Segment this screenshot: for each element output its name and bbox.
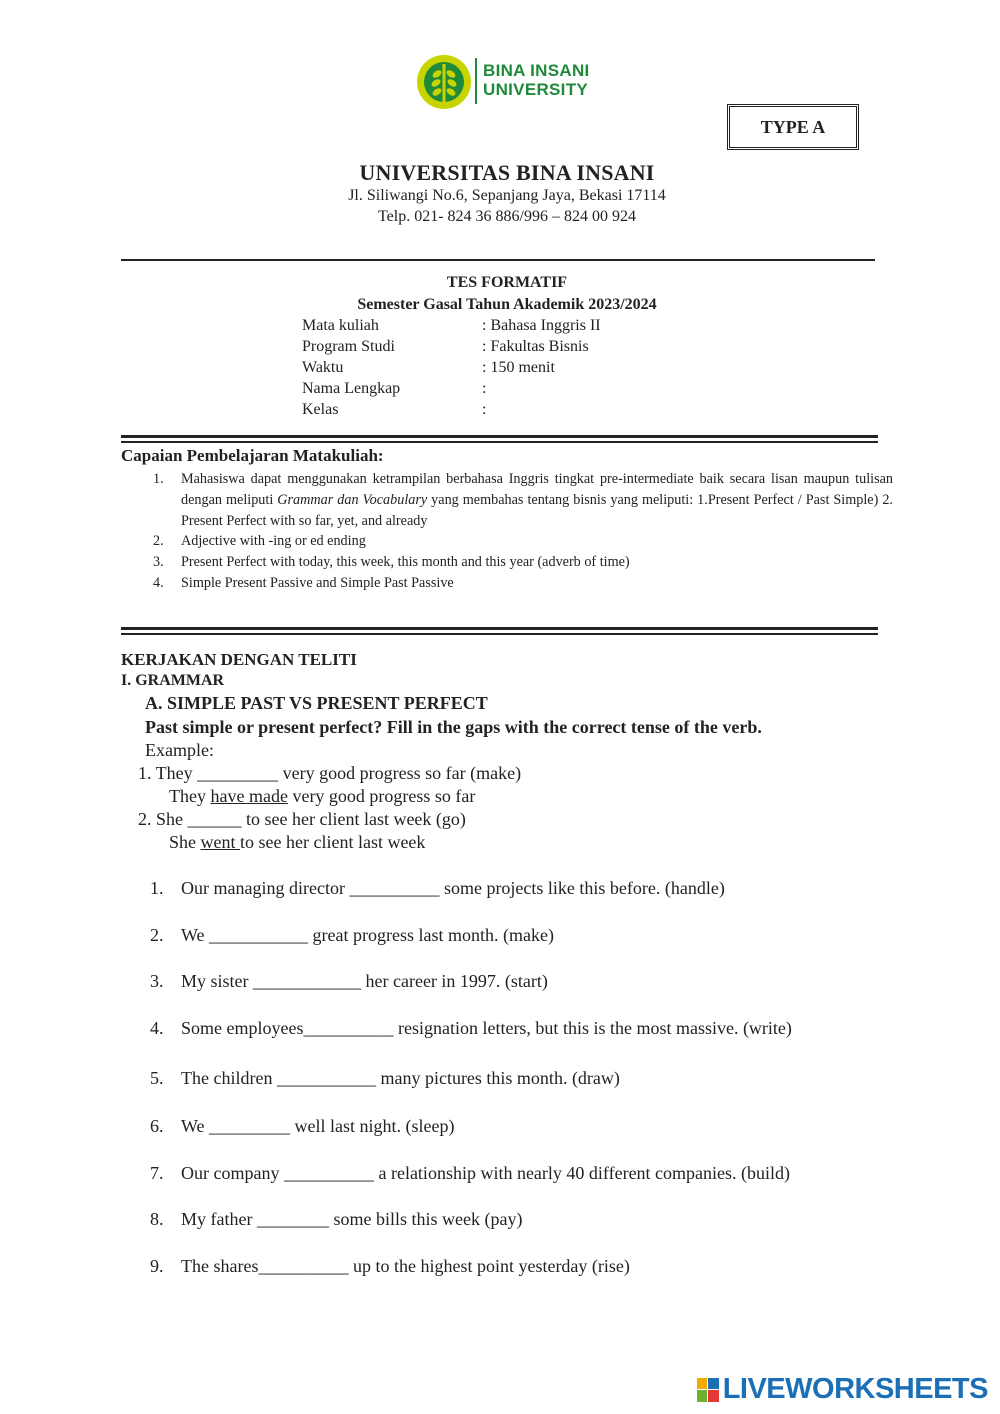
logo-line-1: BINA INSANI (483, 61, 590, 80)
answer-text: She (169, 832, 201, 852)
question-item[interactable] (150, 1209, 522, 1230)
list-item-text: Present Perfect with today, this week, this month and this year (adverb of time) (181, 554, 630, 571)
university-logo (415, 52, 610, 114)
semester-title: Semester Gasal Tahun Akademik 2023/2024 (357, 296, 657, 313)
info-value: : (482, 380, 487, 397)
question-number: 4. (150, 1018, 164, 1038)
logo-divider (475, 58, 477, 104)
info-value: : 150 menit (482, 359, 555, 376)
question-number: 7. (150, 1163, 164, 1183)
info-value: : Bahasa Inggris II (482, 317, 601, 334)
list-item (121, 573, 893, 594)
header-divider (121, 259, 875, 261)
type-label: TYPE A (727, 104, 859, 150)
question-text: We ___________ great progress last month. (make) (181, 925, 554, 945)
question-item[interactable] (150, 878, 725, 899)
capaian-list (121, 469, 893, 594)
info-value: : Fakultas Bisnis (482, 338, 589, 355)
info-key: Program Studi (302, 338, 395, 355)
list-item-text: Adjective with -ing or ed ending (181, 533, 366, 550)
question-text: My sister ____________ her career in 1997. (start) (181, 971, 548, 991)
question-text: Some employees__________ resignation letters, but this is the most massive. (write) (181, 1018, 792, 1038)
question-item[interactable] (150, 971, 548, 992)
logo-wordmark (483, 61, 590, 99)
question-text: Our managing director __________ some projects like this before. (handle) (181, 878, 725, 898)
example-label: Example: (145, 740, 214, 760)
answer-underlined: have made (210, 786, 288, 806)
liveworksheets-logo-icon (697, 1378, 719, 1402)
question-item[interactable] (150, 1068, 620, 1089)
watermark-text: LIVEWORKSHEETS (722, 1373, 988, 1405)
question-number: 9. (150, 1256, 164, 1276)
list-item (121, 552, 893, 573)
answer-underlined: went (200, 832, 240, 852)
question-number: 6. (150, 1116, 164, 1136)
question-number: 1. (150, 878, 164, 898)
university-address: Jl. Siliwangi No.6, Sepanjang Jaya, Bekasi 17114 (348, 187, 666, 204)
info-key: Nama Lengkap (302, 380, 401, 397)
list-item (121, 469, 893, 531)
list-item-number: 3. (153, 554, 164, 571)
list-item-text: yang membahas tentang bisnis yang meliputi: 1.Present Perfect / Past Simple) 2. Present Perfect with so far, yet, and already (181, 491, 893, 529)
list-item-italic: Grammar dan Vocabulary (277, 491, 428, 508)
question-text: My father ________ some bills this week (pay) (181, 1209, 523, 1229)
example-answer (169, 786, 475, 807)
wheat-emblem-icon (415, 52, 473, 114)
answer-text: They (169, 786, 211, 806)
question-item[interactable] (150, 1163, 790, 1184)
example-question: 1. They _________ very good progress so far (make) (138, 763, 522, 783)
question-number: 3. (150, 971, 164, 991)
question-text: The children ___________ many pictures this month. (draw) (181, 1068, 620, 1088)
question-text: The shares__________ up to the highest point yesterday (rise) (181, 1256, 630, 1276)
question-number: 5. (150, 1068, 164, 1088)
university-name: UNIVERSITAS BINA INSANI (359, 160, 655, 185)
capaian-heading: Capaian Pembelajaran Matakuliah: (121, 446, 384, 465)
question-item[interactable] (150, 1018, 792, 1039)
question-item[interactable] (150, 1116, 455, 1137)
task-instruction: Past simple or present perfect? Fill in the gaps with the correct tense of the verb. (145, 717, 762, 737)
example-question: 2. She ______ to see her client last week (go) (138, 809, 466, 829)
subsection-title: A. SIMPLE PAST VS PRESENT PERFECT (145, 693, 488, 713)
list-item (121, 531, 893, 552)
list-item-text: Mahasiswa dapat menggunakan ketrampilan berbahasa Inggris tingkat pre-intermediate baik secara lisan maupun tulisan dengan meliputi (181, 471, 893, 508)
instructions-title: KERJAKAN DENGAN TELITI (121, 650, 357, 669)
test-title: TES FORMATIF (446, 274, 568, 291)
info-key: Mata kuliah (302, 317, 379, 334)
section-title: I. GRAMMAR (121, 672, 225, 689)
list-item-number: 4. (153, 574, 164, 591)
info-value: : (482, 401, 487, 418)
question-number: 2. (150, 925, 164, 945)
example-answer (169, 832, 425, 853)
info-key: Kelas (302, 401, 339, 418)
liveworksheets-watermark (697, 1373, 988, 1406)
list-item-number: 2. (153, 533, 164, 550)
question-item[interactable] (150, 925, 554, 946)
info-key: Waktu (302, 359, 344, 376)
question-text: Our company __________ a relationship with nearly 40 different companies. (build) (181, 1163, 791, 1183)
list-item-number: 1. (153, 471, 164, 487)
question-number: 8. (150, 1209, 164, 1229)
question-text: We _________ well last night. (sleep) (181, 1116, 455, 1136)
double-rule (121, 627, 878, 635)
question-item[interactable] (150, 1256, 630, 1277)
answer-text: very good progress so far (287, 786, 476, 806)
answer-text: to see her client last week (240, 832, 426, 852)
list-item-text: Simple Present Passive and Simple Past Passive (181, 574, 454, 591)
logo-line-2: UNIVERSITY (483, 80, 589, 99)
double-rule (121, 435, 878, 443)
university-phone: Telp. 021- 824 36 886/996 – 824 00 924 (378, 208, 636, 225)
